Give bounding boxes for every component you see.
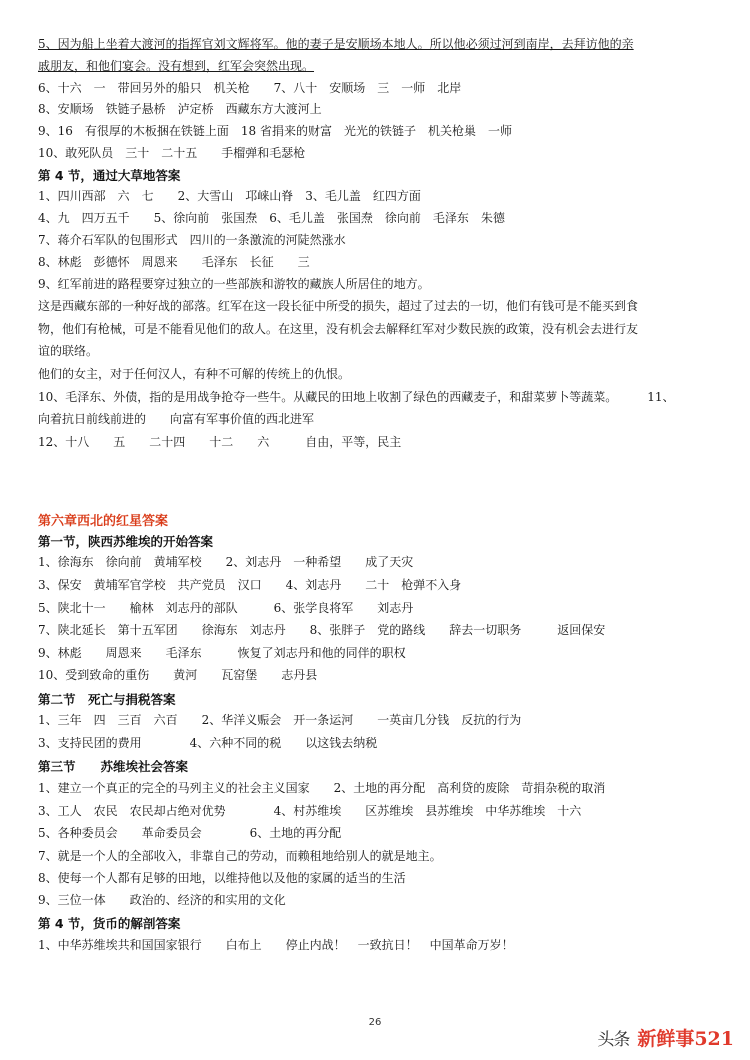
answer-line: 10、毛泽东、外债，指的是用战争抢夺一些牛。从藏民的田地上收割了绿色的西藏麦子，和甜菜萝卜等蔬菜。 11、: [38, 390, 675, 404]
answer-line: 这是西藏东部的一种好战的部落。红军在这一段长征中所受的损失，超过了过去的一切，他们有钱可是不能买到食: [38, 299, 639, 313]
answer-line: 3、工人 农民 农民却占绝对优势 4、村苏维埃 区苏维埃 县苏维埃 中华苏维埃 十六: [38, 804, 582, 818]
section-heading: 第一节，陕西苏维埃的开始答案: [38, 534, 214, 549]
section-heading: 第 4 节，通过大草地答案: [38, 168, 181, 183]
answer-line: 物，他们有枪械，可是不能看见他们的敌人。在这里，没有机会去解释红军对少数民族的政策，没有机会去进行友: [38, 322, 639, 336]
answer-line: 3、支持民团的费用 4、六种不同的税 以这钱去纳税: [38, 736, 378, 750]
section-heading: 第 4 节，货币的解剖答案: [38, 916, 181, 931]
answer-line: 3、保安 黄埔军官学校 共产党员 汉口 4、刘志丹 二十 枪弹不入身: [38, 578, 462, 592]
answer-line: 向着抗日前线前进的 向富有军事价值的西北进军: [38, 412, 315, 426]
watermark-account: 新鲜事521: [637, 1027, 734, 1050]
section-heading: 第二节 死亡与捐税答案: [38, 692, 176, 707]
answer-line: 10、受到致命的重伤 黄河 瓦窑堡 志丹县: [38, 668, 318, 682]
answer-line: 戚朋友，和他们宴会。没有想到，红军会突然出现。: [38, 59, 315, 73]
toutiao-logo-icon: 头条: [597, 1029, 630, 1050]
answer-line: 1、徐海东 徐向前 黄埔军校 2、刘志丹 一种希望 成了天灾: [38, 555, 414, 569]
answer-line: 1、建立一个真正的完全的马列主义的社会主义国家 2、土地的再分配 高利贷的废除 苛捐杂税的取消: [38, 781, 606, 795]
answer-line: 9、16 有很厚的木板捆在铁链上面 18 省捐来的财富 光光的铁链子 机关枪巢 一师: [38, 124, 512, 138]
answer-line: 6、十六 一 带回另外的船只 机关枪 7、八十 安顺场 三 一师 北岸: [38, 81, 462, 95]
answer-line: 8、林彪 彭德怀 周恩来 毛泽东 长征 三: [38, 255, 310, 269]
answer-line: 7、陕北延长 第十五军团 徐海东 刘志丹 8、张胖子 党的路线 辞去一切职务 返回保安: [38, 623, 606, 637]
answer-line: 7、蒋介石军队的包围形式 四川的一条激流的河陡然涨水: [38, 233, 346, 247]
answer-line: 5、因为船上坐着大渡河的指挥官刘文辉将军。他的妻子是安顺场本地人。所以他必须过河到南岸，去拜访他的亲: [38, 37, 634, 51]
answer-line: 12、十八 五 二十四 十二 六 自由，平等，民主: [38, 435, 402, 449]
chapter-heading: 第六章西北的红星答案: [38, 514, 169, 529]
answer-line: 他们的女主，对于任何汉人，有种不可解的传统上的仇恨。: [38, 367, 351, 381]
answer-line: 10、敢死队员 三十 二十五 手榴弹和毛瑟枪: [38, 146, 306, 160]
answer-line: 4、九 四万五千 5、徐向前 张国焘 6、毛儿盖 张国焘 徐向前 毛泽东 朱德: [38, 211, 505, 225]
answer-line: 1、中华苏维埃共和国国家银行 白布上 停止内战！ 一致抗日！ 中国革命万岁！: [38, 938, 514, 952]
answer-line: 9、三位一体 政治的、经济的和实用的文化: [38, 893, 286, 907]
answer-line: 谊的联络。: [38, 344, 99, 358]
answer-line: 1、四川西部 六 七 2、大雪山 邛崃山脊 3、毛儿盖 红四方面: [38, 189, 421, 203]
answer-line: 8、安顺场 铁链子悬桥 泸定桥 西藏东方大渡河上: [38, 102, 322, 116]
answer-line: 1、三年 四 三百 六百 2、华洋义赈会 开一条运河 一英亩几分钱 反抗的行为: [38, 713, 522, 727]
answer-line: 5、各种委员会 革命委员会 6、土地的再分配: [38, 826, 342, 840]
answer-line: 8、使每一个人都有足够的田地，以维持他以及他的家属的适当的生活: [38, 871, 406, 885]
answer-line: 9、红军前进的路程要穿过独立的一些部族和游牧的藏族人所居住的地方。: [38, 277, 430, 291]
answer-line: 7、就是一个人的全部收入，非靠自己的劳动，而赖租地给别人的就是地主。: [38, 849, 442, 863]
answer-line: 5、陕北十一 榆林 刘志丹的部队 6、张学良将军 刘志丹: [38, 601, 414, 615]
answer-line: 9、林彪 周恩来 毛泽东 恢复了刘志丹和他的同伴的职权: [38, 646, 406, 660]
watermark: [597, 1024, 734, 1050]
page-number: 26: [368, 1017, 382, 1028]
section-heading: 第三节 苏维埃社会答案: [38, 759, 189, 774]
